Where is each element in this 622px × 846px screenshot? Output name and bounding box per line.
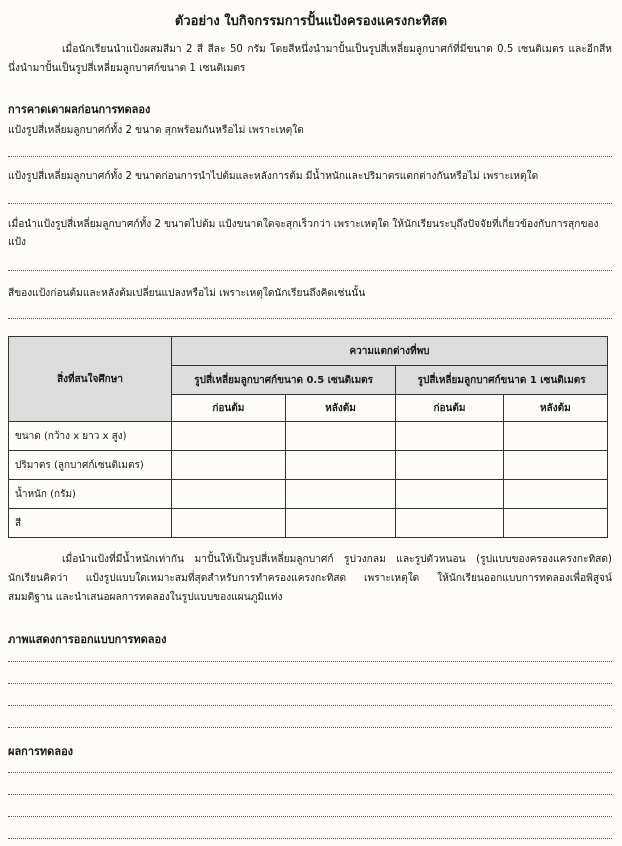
answer-line — [8, 156, 612, 157]
answer-line — [8, 203, 612, 204]
design-intro-paragraph: เมื่อนำแป้งที่มีน้ำหนักเท่ากัน มาปั้นให้เป็นรูปสี่เหลี่ยมลูกบาศก์ รูปวงกลม และรูปตัวหนอน (รูปแบบของครองแครงกะทิสด) นักเรียนคิดว่า แป้งรูปแบบใดเหมาะสมที่สุดสำหรับการทำครองแครงกะทิสด เพราะเหตุใด ให้นักเรียนออกแบบการทดลองเพื่อพิสูจน์สมมติฐาน และนำเสนอผลการทดลองในรูปแบบของแผนภูมิแท่ง — [8, 554, 612, 603]
answer-line — [8, 772, 612, 773]
table-cell[interactable] — [503, 509, 607, 538]
table-cell[interactable] — [285, 422, 396, 451]
before-header: ก่อนต้ม — [172, 395, 286, 422]
table-cell[interactable] — [503, 451, 607, 480]
answer-line — [8, 683, 612, 684]
table-cell[interactable] — [396, 422, 503, 451]
question-4: สีของแป้งก่อนต้มและหลังต้มเปลี่ยนแปลงหรือไม่ เพราะเหตุใดนักเรียนถึงคิดเช่นนั้น — [8, 288, 366, 299]
table-row — [9, 509, 608, 538]
after-header: หลังต้ม — [503, 395, 607, 422]
before-header: ก่อนต้ม — [396, 395, 503, 422]
table-cell[interactable] — [285, 451, 396, 480]
result-heading: ผลการทดลอง — [8, 745, 74, 758]
intro-paragraph: เมื่อนักเรียนนำแป้งผสมสีมา 2 สี สีละ 50 กรัม โดยสีหนึ่งนำมาปั้นเป็นรูปสี่เหลี่ยมลูกบาศก์ที่มีขนาด 0.5 เซนติเมตร และอีกสีหนึ่งนำมาปั้นเป็นรูปสี่เหลี่ยมลูกบาศก์ขนาด 1 เซนติเมตร — [8, 44, 612, 74]
table-cell[interactable] — [396, 509, 503, 538]
answer-line — [8, 838, 612, 839]
question-3: เมื่อนำแป้งรูปสี่เหลี่ยมลูกบาศก์ทั้ง 2 ขนาดไปต้ม แป้งขนาดใดจะสุกเร็วกว่า เพราะเหตุใด ให้นักเรียนระบุถึงปัจจัยที่เกี่ยวข้องกับการสุกของแป้ง — [8, 219, 599, 248]
difference-header: ความแตกต่างที่พบ — [172, 337, 608, 366]
prediction-heading: การคาดเดาผลก่อนการทดลอง — [8, 103, 151, 116]
table-cell[interactable] — [503, 422, 607, 451]
answer-line — [8, 705, 612, 706]
table-row — [9, 480, 608, 509]
table-cell[interactable] — [503, 480, 607, 509]
answer-line — [8, 727, 612, 728]
answer-line — [8, 318, 612, 319]
answer-line — [8, 661, 612, 662]
answer-line — [8, 270, 612, 271]
row-label-weight: น้ำหนัก (กรัม) — [9, 480, 172, 509]
table-cell[interactable] — [172, 509, 286, 538]
after-header: หลังต้ม — [285, 395, 396, 422]
answer-line — [8, 816, 612, 817]
design-heading: ภาพแสดงการออกแบบการทดลอง — [8, 633, 167, 646]
row-label-volume: ปริมาตร (ลูกบาศก์เซนติเมตร) — [9, 451, 172, 480]
table-cell[interactable] — [396, 480, 503, 509]
table-cell[interactable] — [172, 422, 286, 451]
question-2: แป้งรูปสี่เหลี่ยมลูกบาศก์ทั้ง 2 ขนาดก่อนการนำไปต้มและหลังการต้ม มีน้ำหนักและปริมาตรแตกต่างกันหรือไม่ เพราะเหตุใด — [8, 171, 539, 182]
table-cell[interactable] — [172, 451, 286, 480]
table-cell[interactable] — [285, 509, 396, 538]
question-1: แป้งรูปสี่เหลี่ยมลูกบาศก์ทั้ง 2 ขนาด สุกพร้อมกันหรือไม่ เพราะเหตุใด — [8, 125, 304, 136]
row-label-size: ขนาด (กว้าง x ยาว x สูง) — [9, 422, 172, 451]
table-row — [9, 422, 608, 451]
answer-line — [8, 794, 612, 795]
group-a-header: รูปสี่เหลี่ยมลูกบาศก์ขนาด 0.5 เซนติเมตร — [172, 366, 396, 395]
table-cell[interactable] — [285, 480, 396, 509]
worksheet-title: ตัวอย่าง ใบกิจกรรมการปั้นแป้งครองแครงกะทิสด — [174, 14, 448, 29]
subject-header: สิ่งที่สนใจศึกษา — [9, 337, 172, 422]
row-label-color: สี — [9, 509, 172, 538]
table-row — [9, 451, 608, 480]
comparison-table — [8, 336, 608, 538]
table-cell[interactable] — [172, 480, 286, 509]
table-cell[interactable] — [396, 451, 503, 480]
group-b-header: รูปสี่เหลี่ยมลูกบาศก์ขนาด 1 เซนติเมตร — [396, 366, 608, 395]
